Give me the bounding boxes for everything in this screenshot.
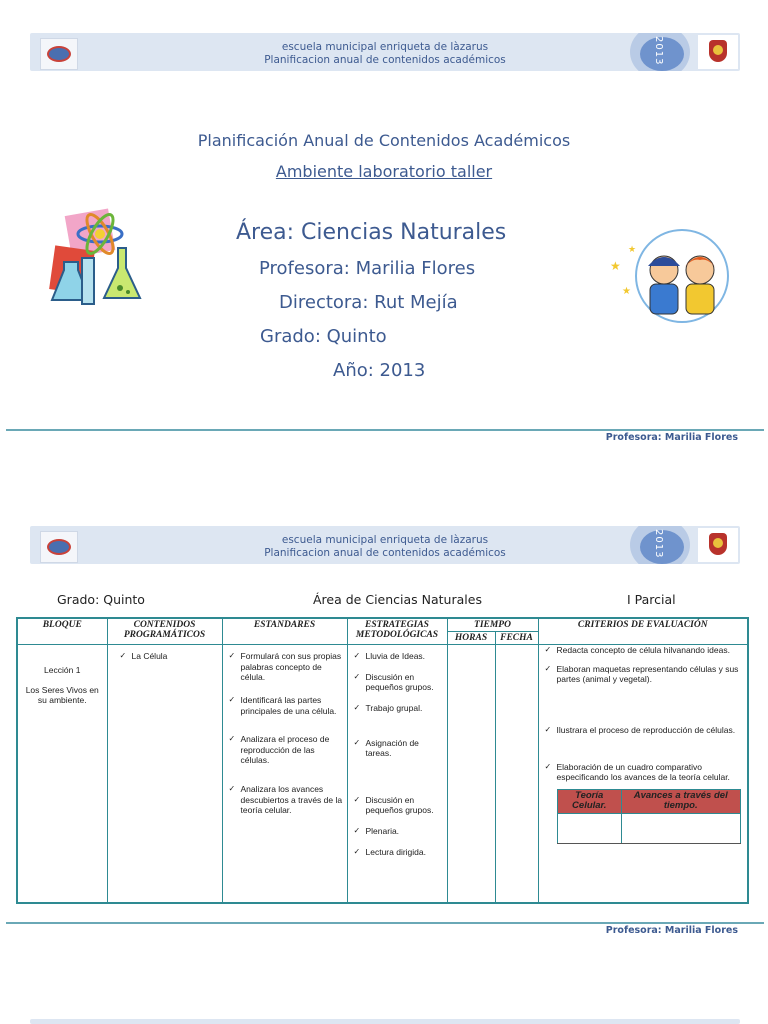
page2-area: Área de Ciencias Naturales (313, 592, 482, 607)
cell-contenidos (107, 645, 222, 903)
list-item: ✓ Trabajo grupal. (352, 703, 443, 714)
page2-grade: Grado: Quinto (57, 592, 145, 607)
lesson-label: Lección 1 (44, 665, 81, 675)
list-item: ✓ Discusión en pequeños grupos. (352, 795, 443, 816)
cell-estandares (222, 645, 347, 903)
cover-area: Área: Ciencias Naturales (236, 220, 507, 245)
table-row (17, 645, 748, 903)
page-header (30, 33, 740, 71)
children-clipart (604, 228, 732, 326)
crest-logo-right (698, 35, 738, 69)
cover-year: Año: 2013 (333, 360, 426, 381)
svg-text:★: ★ (628, 245, 637, 255)
col-header-estandares: ESTANDARES (222, 618, 347, 645)
list-item: ✓ Ilustrara el proceso de reproducción de células. (543, 725, 744, 736)
footer-teacher: Profesora: Marilia Flores (605, 925, 738, 936)
cell-criterios (538, 645, 748, 903)
comparison-table (557, 789, 741, 844)
table-header-row (17, 618, 748, 632)
mini-cell (557, 813, 621, 843)
header-doc-title: Planificacion anual de contenidos académicos (264, 54, 506, 66)
list-item: ✓ Asignación de tareas. (352, 738, 443, 759)
col-header-fecha: FECHA (495, 632, 538, 645)
header-doc-title: Planificacion anual de contenidos académicos (264, 547, 506, 559)
page-header (30, 1019, 740, 1024)
crest-logo-right (698, 528, 738, 562)
list-item: ✓ Plenaria. (352, 826, 443, 837)
col-header-estrategias: ESTRATEGIAS METODOLÓGICAS (347, 618, 447, 645)
col-header-bloque: BLOQUE (17, 618, 107, 645)
mini-cell (621, 813, 740, 843)
planning-table (16, 617, 749, 904)
list-item: ✓ Analizara el proceso de reproducción de las células. (227, 734, 343, 766)
col-header-contenidos: CONTENIDOS PROGRAMÁTICOS (107, 618, 222, 645)
col-header-criterios: CRITERIOS DE EVALUACIÓN (538, 618, 748, 645)
list-item: ✓ Elaboración de un cuadro comparativo especificando los avances de la teoría celular. (543, 762, 744, 783)
list-item: ✓ Analizara los avances descubiertos a través de la teoría celular. (227, 784, 343, 816)
cover-grade: Grado: Quinto (260, 326, 387, 347)
cover-title: Planificación Anual de Contenidos Académicos (197, 131, 571, 150)
header-year: 2013 (653, 529, 664, 559)
svg-text:★: ★ (610, 259, 621, 273)
col-header-tiempo: TIEMPO (447, 618, 538, 632)
chemistry-clipart (48, 208, 148, 314)
list-item: ✓ Lluvia de Ideas. (352, 651, 443, 662)
list-item: ✓ La Célula (118, 651, 218, 662)
cell-horas (447, 645, 495, 903)
list-item: ✓ Discusión en pequeños grupos. (352, 672, 443, 693)
mini-col-advances: Avances a través del tiempo. (621, 789, 740, 813)
header-school-name: escuela municipal enriqueta de làzarus (281, 534, 489, 546)
page2-partial: I Parcial (627, 592, 676, 607)
lesson-title: Los Seres Vivos en su ambiente. (25, 685, 99, 705)
footer-teacher: Profesora: Marilia Flores (605, 432, 738, 443)
cell-estrategias (347, 645, 447, 903)
page-header (30, 526, 740, 564)
divider-line (6, 429, 764, 431)
divider-line (6, 922, 764, 924)
col-header-horas: HORAS (447, 632, 495, 645)
list-item: ✓ Redacta concepto de célula hilvanando ideas. (543, 645, 744, 656)
cell-fecha (495, 645, 538, 903)
cover-teacher: Profesora: Marilia Flores (259, 258, 476, 279)
cover-subtitle: Ambiente laboratorio taller (275, 162, 493, 181)
header-year: 2013 (653, 36, 664, 66)
header-school-name: escuela municipal enriqueta de làzarus (281, 41, 489, 53)
cell-bloque (17, 645, 107, 903)
mini-col-theory: Teoría Celular. (557, 789, 621, 813)
list-item: ✓ Identificará las partes principales de una célula. (227, 695, 343, 716)
list-item: ✓ Lectura dirigida. (352, 847, 443, 858)
svg-text:★: ★ (622, 286, 631, 297)
cover-director: Directora: Rut Mejía (279, 292, 458, 313)
list-item: ✓ Elaboran maquetas representando células y sus partes (animal y vegetal). (543, 664, 744, 685)
list-item: ✓ Formulará con sus propias palabras concepto de célula. (227, 651, 343, 683)
